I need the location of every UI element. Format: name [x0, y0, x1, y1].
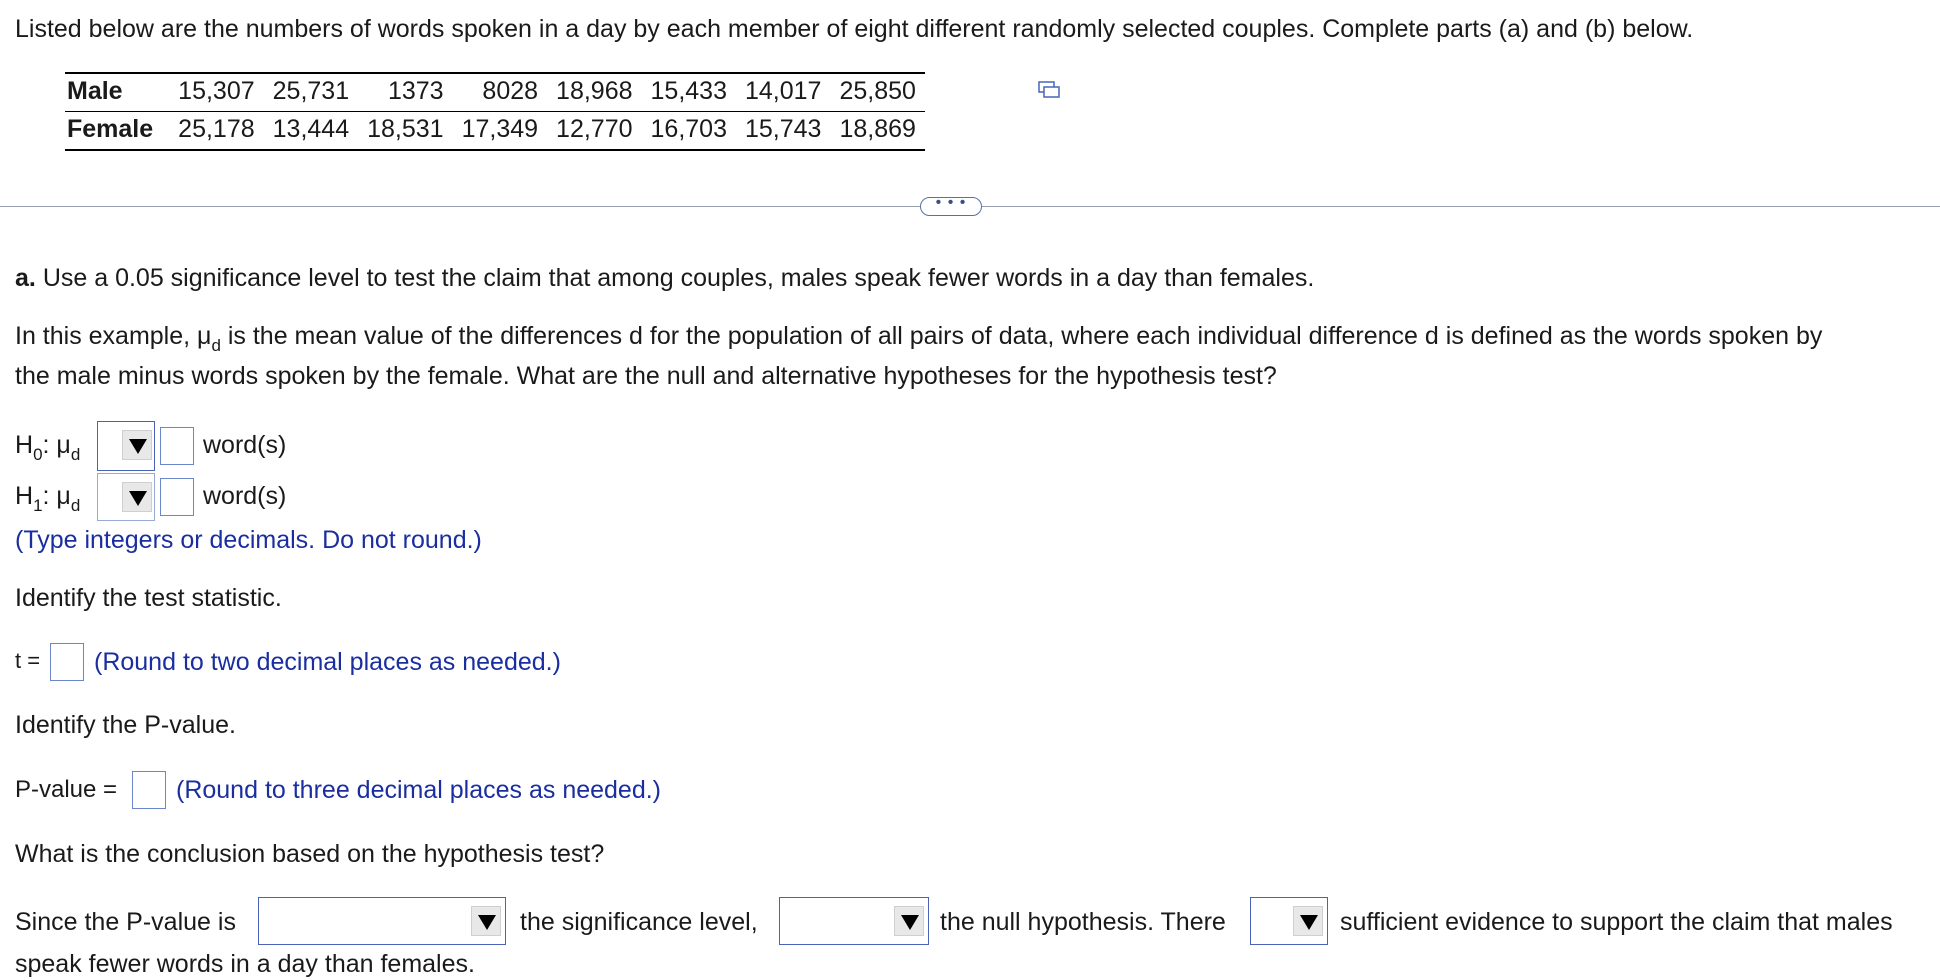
data-table: [65, 72, 925, 151]
h1-unit: word(s): [203, 482, 287, 510]
table-cell: 14,017: [736, 73, 830, 112]
h1-value-input[interactable]: [160, 478, 194, 516]
explanation-line-2: the male minus words spoken by the female. What are the null and alternative hypotheses for the hypothesis test?: [15, 362, 1277, 390]
evidence-text-line-2: speak fewer words in a day than females.: [15, 950, 475, 978]
table-cell: 16,703: [642, 112, 736, 151]
table-cell: 18,531: [358, 112, 452, 151]
h1-label: $H_1$: $\mu_d$: [15, 482, 81, 515]
h0-unit: word(s): [203, 431, 287, 459]
table-cell: 15,307: [169, 73, 263, 112]
table-cell: 1373: [358, 73, 452, 112]
t-label: t =: [15, 648, 41, 673]
part-a-prompt-text: Use a 0.05 significance level to test the claim that among couples, males speak fewer words in a day than females.: [42, 264, 1315, 292]
since-text: Since the P-value is: [15, 908, 236, 936]
table-cell: 8028: [453, 73, 547, 112]
table-cell: 15,743: [736, 112, 830, 151]
t-statistic-input[interactable]: [50, 643, 84, 681]
pvalue-question: Identify the P-value.: [15, 711, 236, 739]
table-cell: 25,850: [830, 73, 924, 112]
table-cell: 25,178: [169, 112, 263, 151]
pvalue-input[interactable]: [132, 771, 166, 809]
significance-text: the significance level,: [520, 908, 758, 936]
pvalue-comparison-dropdown[interactable]: [258, 897, 506, 945]
pvalue-hint: (Round to three decimal places as needed.): [176, 776, 662, 804]
evidence-dropdown[interactable]: [1250, 897, 1328, 945]
hypothesis-hint: (Type integers or decimals. Do not round.): [15, 526, 482, 554]
table-cell: 18,968: [547, 73, 641, 112]
table-cell: 25,731: [264, 73, 358, 112]
chevron-down-icon: [1293, 906, 1323, 936]
row-label-female: Female: [65, 112, 169, 151]
chevron-down-icon: [122, 430, 152, 460]
reject-decision-dropdown[interactable]: [779, 897, 929, 945]
table-cell: 18,869: [830, 112, 924, 151]
h0-operator-dropdown[interactable]: [97, 421, 155, 471]
pvalue-label: P-value =: [15, 776, 118, 803]
explanation-line-1: In this example, $\mu_d$ is the mean value of the differences d for the population of all pairs of data, where each individual difference d is defined as the words spoken by: [15, 322, 1823, 355]
copy-data-icon[interactable]: [1038, 81, 1060, 99]
chevron-down-icon: [471, 906, 501, 936]
chevron-down-icon: [894, 906, 924, 936]
table-cell: 13,444: [264, 112, 358, 151]
conclusion-question: What is the conclusion based on the hypothesis test?: [15, 840, 605, 868]
expand-more-button[interactable]: • • •: [920, 197, 982, 216]
test-statistic-question: Identify the test statistic.: [15, 584, 282, 612]
table-row: [65, 112, 925, 151]
h1-operator-dropdown[interactable]: [97, 473, 155, 521]
t-hint: (Round to two decimal places as needed.): [94, 648, 561, 676]
part-a-label: a.: [15, 264, 36, 292]
h0-value-input[interactable]: [160, 427, 194, 465]
intro-text: Listed below are the numbers of words spoken in a day by each member of eight different randomly selected couples. Complete parts (a) and (b) below.: [15, 15, 1694, 43]
chevron-down-icon: [122, 482, 152, 512]
table-cell: 17,349: [453, 112, 547, 151]
table-row: [65, 73, 925, 112]
table-cell: 15,433: [642, 73, 736, 112]
null-hypothesis-text: the null hypothesis. There: [940, 908, 1226, 936]
h0-label: $H_0$: $\mu_d$: [15, 431, 81, 464]
table-cell: 12,770: [547, 112, 641, 151]
evidence-text: sufficient evidence to support the claim that males: [1340, 908, 1893, 936]
part-a-prompt: [15, 264, 1314, 293]
row-label-male: Male: [65, 73, 169, 112]
